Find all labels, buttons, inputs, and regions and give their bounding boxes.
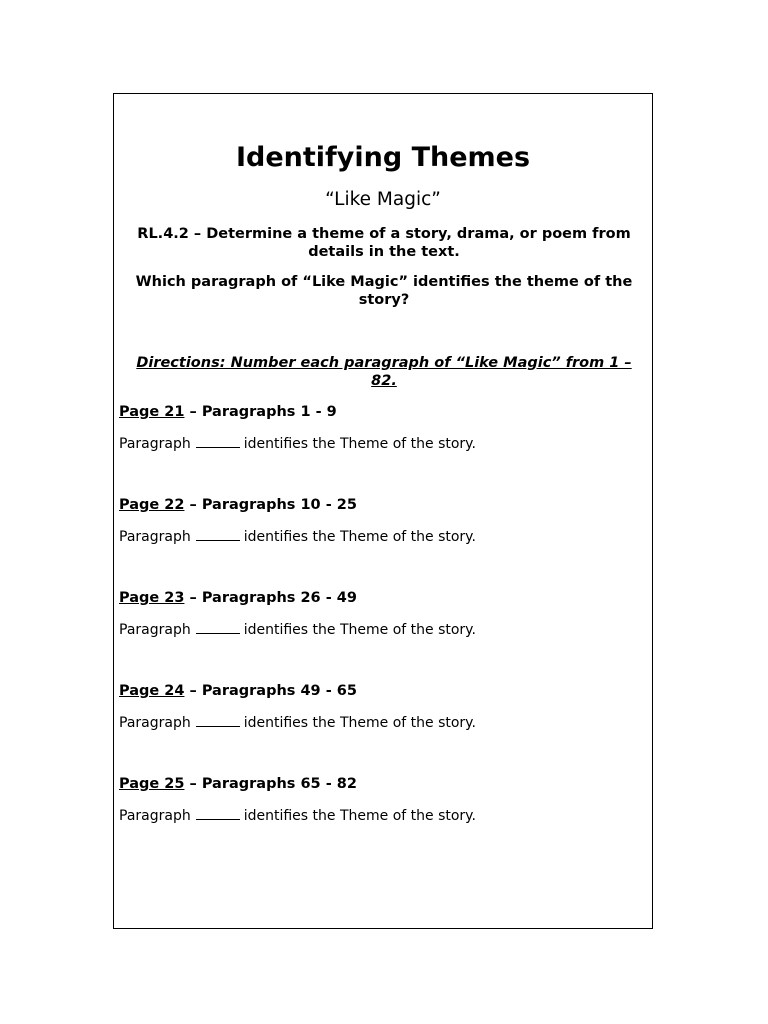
prompt-start: Paragraph [119, 529, 191, 545]
question-text: Which paragraph of “Like Magic” identifies the theme of the story? [135, 274, 633, 308]
page-label: Page 21 [119, 404, 185, 420]
section-heading-page-21 [119, 403, 337, 421]
paragraph-range: – Paragraphs 1 - 9 [184, 404, 337, 420]
section-heading-page-24 [119, 682, 357, 700]
prompt-end: identifies the Theme of the story. [243, 436, 476, 452]
section-heading-page-23 [119, 589, 357, 607]
answer-blank[interactable] [196, 620, 240, 634]
page-label: Page 24 [119, 683, 185, 699]
answer-blank[interactable] [196, 713, 240, 727]
prompt-start: Paragraph [119, 808, 191, 824]
paragraph-range: – Paragraphs 65 - 82 [184, 776, 357, 792]
theme-answer-line-3 [119, 620, 476, 639]
story-title: “Like Magic” [325, 189, 441, 210]
worksheet-page [113, 93, 653, 929]
prompt-end: identifies the Theme of the story. [243, 622, 476, 638]
paragraph-range: – Paragraphs 10 - 25 [184, 497, 357, 513]
section-heading-page-25 [119, 775, 357, 793]
theme-answer-line-2 [119, 527, 476, 546]
prompt-start: Paragraph [119, 436, 191, 452]
prompt-start: Paragraph [119, 622, 191, 638]
prompt-end: identifies the Theme of the story. [243, 529, 476, 545]
answer-blank[interactable] [196, 527, 240, 541]
standard-text: RL.4.2 – Determine a theme of a story, drama, or poem from details in the text. [137, 226, 631, 260]
paragraph-range: – Paragraphs 26 - 49 [184, 590, 357, 606]
answer-blank[interactable] [196, 806, 240, 820]
paragraph-range: – Paragraphs 49 - 65 [184, 683, 357, 699]
theme-answer-line-4 [119, 713, 476, 732]
worksheet-title: Identifying Themes [235, 142, 531, 173]
prompt-end: identifies the Theme of the story. [243, 808, 476, 824]
theme-answer-line-1 [119, 434, 476, 453]
page-label: Page 23 [119, 590, 185, 606]
prompt-end: identifies the Theme of the story. [243, 715, 476, 731]
prompt-start: Paragraph [119, 715, 191, 731]
page-label: Page 22 [119, 497, 185, 513]
theme-answer-line-5 [119, 806, 476, 825]
directions-text: Directions: Number each paragraph of “Like Magic” from 1 – 82. [136, 355, 632, 389]
answer-blank[interactable] [196, 434, 240, 448]
section-heading-page-22 [119, 496, 357, 514]
page-label: Page 25 [119, 776, 185, 792]
